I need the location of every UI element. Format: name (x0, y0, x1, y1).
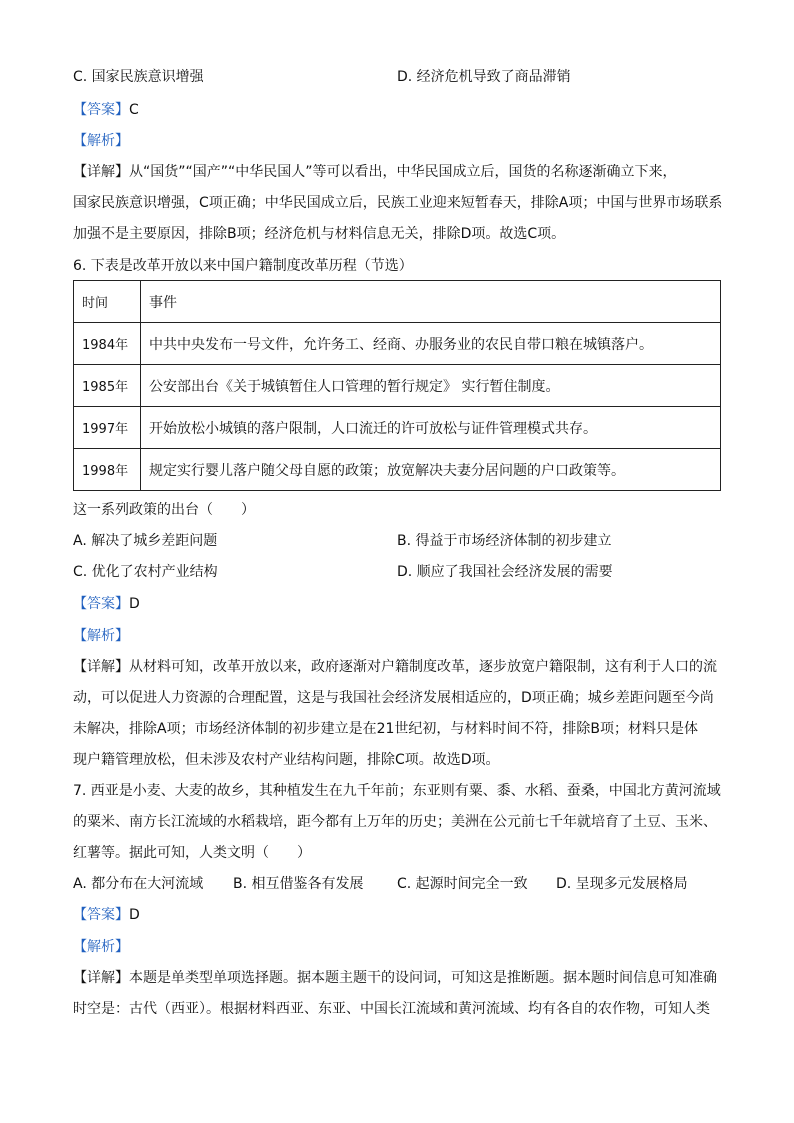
q6-detail-line: 未解决，排除A项；市场经济体制的初步建立是在21世纪初，与材料时间不符，排除B项；材料只是体 (73, 721, 698, 737)
q6-analysis-label: 【解析】 (73, 628, 129, 644)
table-header-row (74, 281, 721, 323)
table-header-event: 事件 (141, 281, 721, 323)
table-cell-year: 1985年 (74, 365, 141, 407)
table-row (74, 449, 721, 491)
q7-analysis-label: 【解析】 (73, 939, 129, 955)
q6-detail-line: 动，可以促进人力资源的合理配置，这是与我国社会经济发展相适应的，D项正确；城乡差距问题至今尚 (73, 690, 714, 706)
q6-detail-line: 现户籍管理放松，但未涉及农村产业结构问题，排除C项。故选D项。 (73, 752, 500, 768)
q7-option-c: C. 起源时间完全一致 (397, 876, 528, 892)
q7-answer (73, 904, 140, 924)
q6-option-b: B. 得益于市场经济体制的初步建立 (397, 533, 612, 549)
q6-stem: 6. 下表是改革开放以来中国户籍制度改革历程（节选） (73, 258, 413, 274)
q7-detail-line: 【详解】本题是单类型单项选择题。据本题主题干的设问词，可知这是推断题。据本题时间信息可知准确 (73, 970, 717, 986)
q5-detail-line: 国家民族意识增强，C项正确；中华民国成立后，民族工业迎来短暂春天，排除A项；中国与世界市场联系 (73, 195, 723, 211)
q5-detail-line: 【详解】从“国货”“国产”“中华民国人”等可以看出，中华民国成立后，国货的名称逐渐确立下来， (73, 164, 677, 180)
q7-option-b: B. 相互借鉴各有发展 (233, 876, 364, 892)
q6-answer (73, 593, 140, 613)
q5-analysis-label: 【解析】 (73, 133, 129, 149)
q6-option-a: A. 解决了城乡差距问题 (73, 533, 218, 549)
q6-option-c: C. 优化了农村产业结构 (73, 564, 218, 580)
q7-detail-line: 时空是：古代（西亚）。根据材料西亚、东亚、中国长江流域和黄河流域、均有各自的农作物，可知人类 (73, 1001, 710, 1017)
table-cell-event: 公安部出台《关于城镇暂住人口管理的暂行规定》 实行暂住制度。 (141, 365, 721, 407)
table-row (74, 407, 721, 449)
table-row (74, 365, 721, 407)
answer-value: D (129, 596, 140, 612)
answer-label: 【答案】 (73, 907, 129, 923)
table-cell-year: 1997年 (74, 407, 141, 449)
q7-option-d: D. 呈现多元发展格局 (556, 876, 688, 892)
q7-stem-line: 7. 西亚是小麦、大麦的故乡，其种植发生在九千年前；东亚则有粟、黍、水稻、蚕桑，中国北方黄河流域 (73, 783, 721, 799)
q7-stem-line: 红薯等。据此可知，人类文明（ ） (73, 845, 311, 861)
q5-answer (73, 99, 139, 119)
answer-value: C (129, 102, 139, 118)
table-cell-event: 规定实行婴儿落户随父母自愿的政策；放宽解决夫妻分居问题的户口政策等。 (141, 449, 721, 491)
table-cell-event: 开始放松小城镇的落户限制，人口流迁的许可放松与证件管理模式共存。 (141, 407, 721, 449)
answer-label: 【答案】 (73, 102, 129, 118)
q7-option-a: A. 都分布在大河流域 (73, 876, 204, 892)
q5-option-d: D. 经济危机导致了商品滞销 (397, 69, 571, 85)
table-cell-event: 中共中央发布一号文件，允许务工、经商、办服务业的农民自带口粮在城镇落户。 (141, 323, 721, 365)
q6-option-d: D. 顺应了我国社会经济发展的需要 (397, 564, 613, 580)
household-registration-table (73, 280, 721, 491)
table-cell-year: 1984年 (74, 323, 141, 365)
answer-label: 【答案】 (73, 596, 129, 612)
q5-detail-line: 加强不是主要原因，排除B项；经济危机与材料信息无关，排除D项。故选C项。 (73, 226, 566, 242)
q5-option-c: C. 国家民族意识增强 (73, 69, 204, 85)
q6-question: 这一系列政策的出台（ ） (73, 502, 255, 518)
table-row (74, 323, 721, 365)
q6-detail-line: 【详解】从材料可知，改革开放以来，政府逐渐对户籍制度改革，逐步放宽户籍限制，这有利于人口的流 (73, 659, 717, 675)
table-header-time: 时间 (74, 281, 141, 323)
table-cell-year: 1998年 (74, 449, 141, 491)
answer-value: D (129, 907, 140, 923)
q7-stem-line: 的粟米、南方长江流域的水稻栽培，距今都有上万年的历史；美洲在公元前七千年就培育了土豆、玉米、 (73, 814, 717, 830)
